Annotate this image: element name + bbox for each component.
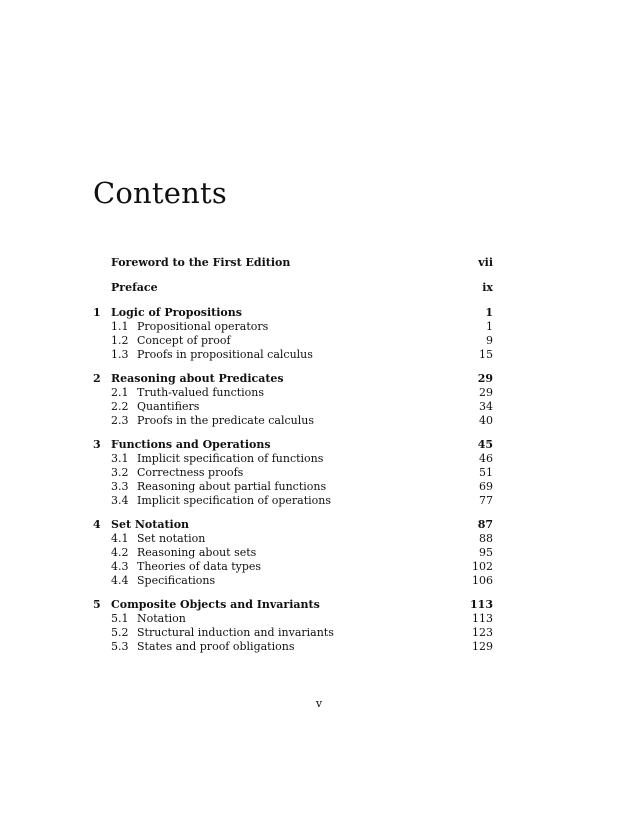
toc-entry-page: ix: [482, 281, 493, 294]
chapter-title: Reasoning about Predicates: [111, 372, 284, 385]
toc-chapter: [93, 306, 493, 362]
section-title: States and proof obligations: [137, 640, 295, 653]
toc-section[interactable]: [93, 626, 493, 640]
table-of-contents: [93, 256, 493, 664]
section-title: Specifications: [137, 574, 216, 587]
toc-section[interactable]: [93, 414, 493, 428]
chapter-page: 1: [485, 306, 493, 319]
toc-chapter: [93, 438, 493, 508]
toc-section[interactable]: [93, 494, 493, 508]
section-number: 4.3: [111, 560, 129, 573]
toc-chapter-heading[interactable]: [93, 598, 493, 612]
toc-chapters: [93, 306, 493, 654]
toc-chapter: [93, 372, 493, 428]
section-page: 129: [472, 640, 493, 653]
toc-section[interactable]: [93, 334, 493, 348]
toc-section[interactable]: [93, 546, 493, 560]
section-number: 2.1: [111, 386, 129, 399]
toc-front-preface[interactable]: [93, 281, 493, 295]
section-page: 102: [472, 560, 493, 573]
section-number: 4.4: [111, 574, 129, 587]
section-title: Propositional operators: [137, 320, 269, 333]
section-number: 3.4: [111, 494, 129, 507]
toc-section[interactable]: [93, 574, 493, 588]
chapter-title: Logic of Propositions: [111, 306, 242, 319]
toc-entry-label: Foreword to the First Edition: [111, 256, 291, 269]
toc-entry-page: vii: [478, 256, 493, 269]
section-number: 3.3: [111, 480, 129, 493]
toc-chapter: [93, 598, 493, 654]
section-number: 3.1: [111, 452, 129, 465]
section-page: 51: [479, 466, 493, 479]
toc-section[interactable]: [93, 320, 493, 334]
section-number: 2.3: [111, 414, 129, 427]
chapter-title: Composite Objects and Invariants: [111, 598, 320, 611]
section-page: 40: [479, 414, 493, 427]
chapter-page: 29: [477, 372, 493, 385]
section-number: 5.3: [111, 640, 129, 653]
toc-section[interactable]: [93, 466, 493, 480]
toc-section[interactable]: [93, 532, 493, 546]
toc-chapter-heading[interactable]: [93, 306, 493, 320]
chapter-number: 2: [93, 372, 101, 385]
toc-section[interactable]: [93, 348, 493, 362]
toc-chapter: [93, 518, 493, 588]
toc-section[interactable]: [93, 480, 493, 494]
toc-section[interactable]: [93, 400, 493, 414]
section-page: 77: [479, 494, 493, 507]
section-number: 2.2: [111, 400, 129, 413]
section-page: 34: [479, 400, 493, 413]
section-page: 88: [479, 532, 493, 545]
toc-section[interactable]: [93, 386, 493, 400]
toc-front-foreword[interactable]: [93, 256, 493, 270]
section-number: 5.2: [111, 626, 129, 639]
chapter-number: 1: [93, 306, 101, 319]
section-title: Notation: [137, 612, 186, 625]
toc-chapter-heading[interactable]: [93, 372, 493, 386]
toc-section[interactable]: [93, 560, 493, 574]
section-number: 3.2: [111, 466, 129, 479]
section-title: Reasoning about partial functions: [137, 480, 327, 493]
section-title: Proofs in propositional calculus: [137, 348, 313, 361]
chapter-number: 3: [93, 438, 101, 451]
section-page: 9: [486, 334, 493, 347]
section-number: 4.1: [111, 532, 129, 545]
chapter-page: 87: [477, 518, 493, 531]
section-number: 4.2: [111, 546, 129, 559]
toc-chapter-heading[interactable]: [93, 438, 493, 452]
chapter-number: 5: [93, 598, 101, 611]
chapter-page: 45: [477, 438, 493, 451]
toc-entry-label: Preface: [111, 281, 158, 294]
toc-section[interactable]: [93, 640, 493, 654]
section-title: Correctness proofs: [137, 466, 244, 479]
section-title: Quantifiers: [137, 400, 200, 413]
section-page: 29: [479, 386, 493, 399]
chapter-title: Functions and Operations: [111, 438, 271, 451]
section-title: Structural induction and invariants: [137, 626, 334, 639]
section-page: 113: [472, 612, 493, 625]
toc-chapter-heading[interactable]: [93, 518, 493, 532]
page-title: Contents: [93, 176, 227, 210]
section-page: 69: [479, 480, 493, 493]
section-page: 95: [479, 546, 493, 559]
section-title: Proofs in the predicate calculus: [137, 414, 314, 427]
chapter-number: 4: [93, 518, 101, 531]
section-page: 1: [486, 320, 493, 333]
section-page: 46: [479, 452, 493, 465]
section-number: 1.2: [111, 334, 129, 347]
toc-section[interactable]: [93, 612, 493, 626]
section-number: 1.1: [111, 320, 129, 333]
chapter-title: Set Notation: [111, 518, 190, 531]
section-page: 123: [472, 626, 493, 639]
section-title: Set notation: [137, 532, 206, 545]
section-title: Implicit specification of operations: [137, 494, 331, 507]
section-page: 15: [479, 348, 493, 361]
section-number: 5.1: [111, 612, 129, 625]
chapter-page: 113: [470, 598, 493, 611]
section-page: 106: [472, 574, 493, 587]
section-title: Reasoning about sets: [137, 546, 257, 559]
toc-section[interactable]: [93, 452, 493, 466]
section-title: Theories of data types: [137, 560, 262, 573]
section-title: Concept of proof: [137, 334, 231, 347]
section-title: Truth-valued functions: [137, 386, 265, 399]
page-number: v: [315, 697, 323, 710]
section-number: 1.3: [111, 348, 129, 361]
section-title: Implicit specification of functions: [137, 452, 324, 465]
